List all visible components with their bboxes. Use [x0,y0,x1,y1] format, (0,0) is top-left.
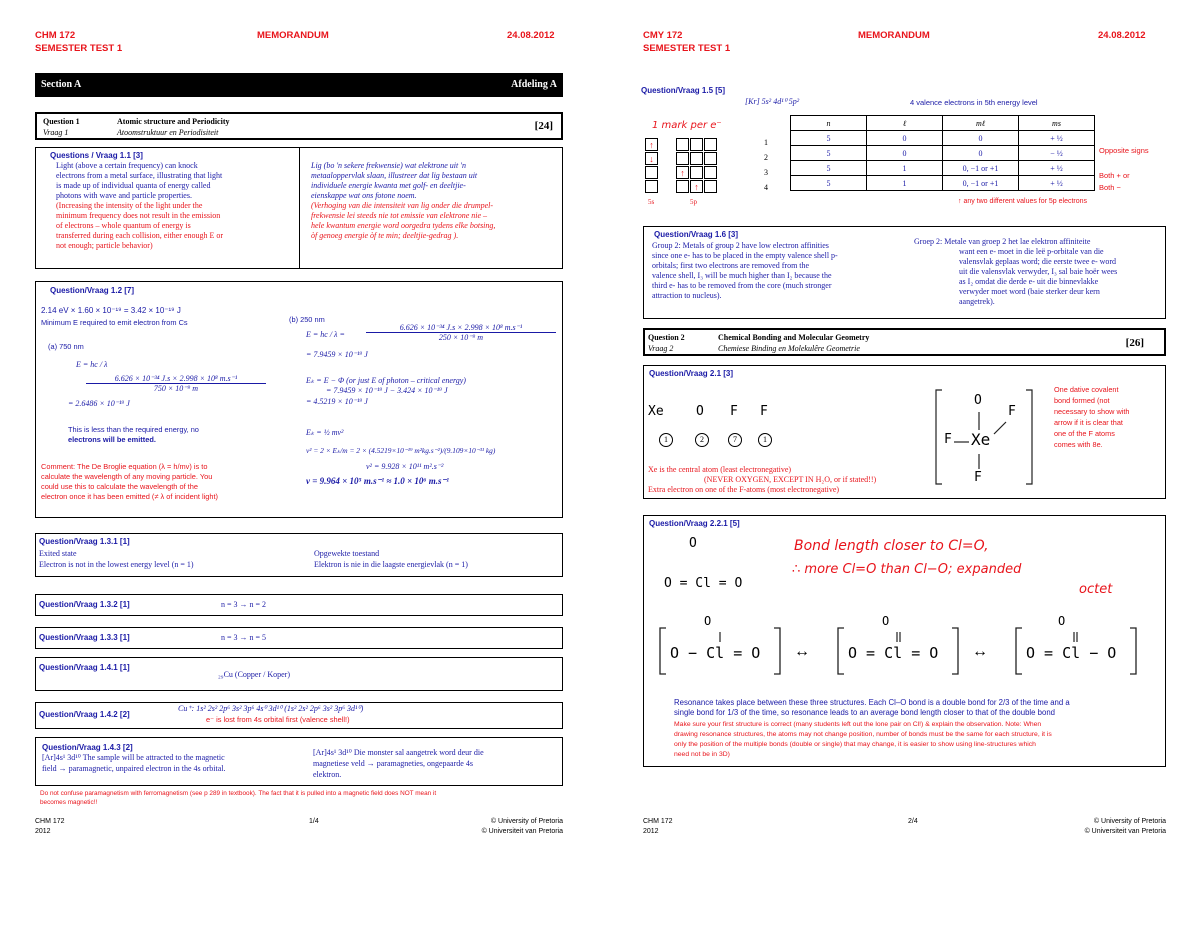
header-course: CHM 172 [35,30,76,41]
handwritten-note-2: ∴ more Cl=O than Cl−O; expanded [792,562,1022,577]
dative-note-line: bond formed (not [1054,396,1110,405]
orbital-box [676,138,689,151]
q2-1-central-atom: Xe is the central atom (least electronegative) [648,465,792,474]
q1-4-3-box [35,737,563,786]
page-2 [638,0,1168,927]
q1-3-2-answer: n = 3 → n = 2 [221,600,267,609]
q1-4-3-af3: elektron. [313,770,342,779]
q1-1-af-line: individuele energie kwanta met golf- en deeltjie- [311,181,466,190]
footer-copyright-af: © Universiteit van Pretoria [1084,828,1166,835]
lewis-atom-f-ion: F [760,404,768,419]
row-index: 1 [764,138,768,147]
cell-ms: − ½ [1019,146,1095,161]
resonance-o-top: O [1058,614,1066,628]
lewis-atom-xe: Xe [648,404,664,419]
q1-2b-numerator: 6.626 × 10⁻³⁴ J.s × 2.998 × 10⁸ m.s⁻¹ [366,323,556,333]
dative-note-line: necessary to show with [1054,407,1130,416]
count-circle: 7 [728,433,742,447]
q1-6-afrikaans [914,237,1164,307]
q2-title-af: Chemiese Binding en Molekulêre Geometrie [718,344,860,353]
q1-5-title: Question/Vraag 1.5 [5] [641,86,726,95]
structure-xenon: Xe [971,430,991,449]
footer-year: 2012 [35,828,51,835]
q1-5-mark-note: 1 mark per e⁻ [652,120,722,131]
resonance-structure-3: O = Cl − O [1026,644,1117,662]
header-course: CMY 172 [643,30,683,41]
q1-4-3-af2: magnetiese veld → paramagneties, ongepaarde 4s [313,759,473,768]
dative-note-line: One dative covalent [1054,385,1119,394]
lewis-atom-o: O [696,404,704,419]
q1-2-title: Question/Vraag 1.2 [7] [50,286,135,295]
cell-ms: + ½ [1019,161,1095,176]
q1-2b-v-squared-result: v² = 9.928 × 10¹¹ m².s⁻² [366,462,444,471]
explanation-line: Resonance takes place between these three structures. Each Cl–O bond is a double bond for 2/3 of the time and a [674,698,1070,707]
q1-5-config: [Kr] 5s² 4d¹⁰ 5p² [745,97,800,106]
cell-l: 1 [867,176,943,191]
q1-3-1-box [35,533,563,577]
q1-3-3-title: Question/Vraag 1.3.3 [1] [39,633,130,642]
q1-1-en-line: of electrons – whole quantum of energy is [56,221,191,230]
q1-1-en-line: minimum frequency does not result in the emission [56,211,221,220]
q1-4-2-config: Cu⁺: 1s² 2s² 2p⁶ 3s² 3p⁶ 4s⁰ 3d¹⁰ (1s² 2s² 2p⁶ 3s² 3p⁶ 3d¹⁰) [178,704,364,713]
header-n: n [791,116,867,131]
q1-2a-equation: E = hc / λ [76,360,108,369]
q1-1-af-line: eienskappe wat ons fotone noem. [311,191,417,200]
table-row [791,176,1095,191]
q1-6-af-line: want een e- moet in die leë p-orbitale van die [959,247,1104,256]
orbital-box [690,138,703,151]
header-date: 24.08.2012 [1098,30,1146,41]
quantum-numbers-table [790,115,1095,191]
q1-6-af-line: Groep 2: Metale van groep 2 het lae elektron affiniteite [914,237,1091,246]
dative-note-line: comes with 8e. [1054,440,1103,449]
q1-3-2-box [35,594,563,616]
dative-note-line: arrow if it is clear that [1054,418,1123,427]
q1-3-2-title: Question/Vraag 1.3.2 [1] [39,600,130,609]
orbital-box: ↓ [645,152,658,165]
q2-title: Chemical Bonding and Molecular Geometry [718,333,870,342]
lewis-oxygen-top: O [689,536,697,551]
orbital-box [676,152,689,165]
cell-n: 5 [791,131,867,146]
question-1-header [35,112,563,140]
q1-num: Question 1 [43,117,80,126]
q1-title: Atomic structure and Periodicity [117,117,230,126]
cell-ml: 0, −1 or +1 [943,176,1019,191]
q1-2b-velocity: v = 9.964 × 10⁵ m.s⁻¹ ≈ 1.0 × 10⁶ m.s⁻¹ [306,476,449,486]
handwritten-note-3: octet [1079,582,1113,597]
footer-copyright: © University of Pretoria [490,818,563,825]
q1-1-af-line: metaaloppervlak slaan, illustreer dat lig bestaan uit [311,171,478,180]
q1-1-english [56,161,296,251]
q1-4-2-box [35,702,563,729]
q1-1-en-line: photons with wave and particle properties. [56,191,192,200]
q1-6-en-line: Group 2: Metals of group 2 have low electron affinities [652,241,829,250]
q1-2-comment-line: calculate the wavelength of any moving particle. You [41,472,213,481]
footer-copyright: © University of Pretoria [1093,818,1166,825]
footer-copyright-af: © Universiteit van Pretoria [481,828,563,835]
q1-4-1-answer: ₂₉Cu (Copper / Koper) [218,670,291,679]
q1-2a-note: This is less than the required energy, no [68,425,199,434]
orbital-box: ↑ [645,138,658,151]
orbital-box [704,180,717,193]
dative-note-line: one of the F atoms [1054,429,1115,438]
q1-6-af-line: verwyder moet word (baie sterker deur kern [959,287,1100,296]
cell-ms: + ½ [1019,176,1095,191]
orbital-5s-label: 5s [648,198,655,206]
q2-2-1-explanation [674,698,1164,718]
section-a-bar [35,73,563,97]
q2-2-1-note [674,720,1164,760]
q1-num-af: Vraag 1 [43,128,69,137]
q2-1-box [643,365,1166,499]
q1-6-en-line: orbitals; first two electrons are removed from the [652,261,810,270]
q1-2-comment-line: electron once it has been emitted (≠ λ of incident light) [41,492,219,501]
q2-2-1-box [643,515,1166,767]
orbital-box [704,166,717,179]
q1-2b-equation: E = hc / λ = [306,330,345,339]
resonance-arrow: ↔ [972,643,988,660]
q1-6-af-line: as I₂ omdat die derde e- uit die binnevlakke [959,277,1099,286]
footer-page: 1/4 [309,818,319,825]
q1-6-en-line: attraction to nucleus). [652,291,722,300]
q1-2a-note-bold: electrons will be emitted. [68,435,156,444]
orbital-box [704,152,717,165]
q2-1-never-oxygen: (NEVER OXYGEN, EXCEPT IN H₂O, or if stated!!) [704,475,877,484]
structure-fluorine: F [944,432,952,447]
q1-1-af-line: frekwensie lei steeds nie tot emissie van elektrone nie – [311,211,488,220]
q1-2b-result: = 7.9459 × 10⁻¹⁹ J [306,350,368,359]
q2-1-title: Question/Vraag 2.1 [3] [649,369,734,378]
q2-num-af: Vraag 2 [648,344,674,353]
q1-4-3-af1: [Ar]4s¹ 3d¹⁰ Die monster sal aangetrek word deur die [313,748,484,757]
q2-1-extra-electron: Extra electron on one of the F-atoms (most electronegative) [648,485,840,494]
q1-2a-label: (a) 750 nm [48,342,84,351]
q1-2b-denominator: 250 × 10⁻⁹ m [438,333,484,342]
q1-1-af-line: hele kwantum energie word oorgedra tydens elke botsing, [311,221,496,230]
q2-1-dative-note [1054,384,1129,450]
q1-4-3-en2: field → paramagnetic, unpaired electron in the 4s orbital. [42,764,226,773]
q1-6-title: Question/Vraag 1.6 [3] [654,230,739,239]
q1-2-comment [41,462,281,502]
q1-title-af: Atoomstruktuur en Periodisiteit [117,128,219,137]
cell-n: 5 [791,146,867,161]
q1-2-energy: 2.14 eV × 1.60 × 10⁻¹⁹ = 3.42 × 10⁻¹⁹ J [41,306,181,315]
q2-2-1-title: Question/Vraag 2.2.1 [5] [649,519,740,528]
footer-page: 2/4 [908,818,918,825]
both-note-2: Both − [1099,183,1121,192]
q1-6-en-line: valence shell, I₃ will be much higher than I₂ because the [652,271,832,280]
header-test: SEMESTER TEST 1 [35,43,123,54]
table-row [791,161,1095,176]
page-1 [35,0,565,927]
section-a-label: Section A [41,79,82,90]
cell-l: 0 [867,131,943,146]
orbital-box [690,166,703,179]
q1-1-en-line: electrons from a metal surface, illustrating that light [56,171,223,180]
q1-2a-numerator: 6.626 × 10⁻³⁴ J.s × 2.998 × 10⁸ m.s⁻¹ [86,374,266,384]
footer-course: CHM 172 [35,818,65,825]
resonance-o-top: O [704,614,712,628]
q1-4-1-title: Question/Vraag 1.4.1 [1] [39,663,130,672]
structure-fluorine: F [974,470,982,485]
orbital-box: ↑ [690,180,703,193]
q1-4-2-title: Question/Vraag 1.4.2 [2] [39,710,130,719]
q1-3-3-answer: n = 3 → n = 5 [221,633,267,642]
q1-3-1-en2: Electron is not in the lowest energy level (n = 1) [39,560,194,569]
opposite-signs-note: Opposite signs [1099,146,1149,155]
row-index: 4 [764,183,768,192]
header-memo: MEMORANDUM [858,30,930,41]
q1-3-1-af2: Elektron is nie in die laagste energievlak (n = 1) [314,560,468,569]
q1-1-af-line: Lig (bo 'n sekere frekwensie) wat elektrone uit 'n [311,161,466,170]
q1-1-title: Questions / Vraag 1.1 [3] [50,151,143,160]
q1-2a-fraction [86,374,266,393]
orbital-box [690,152,703,165]
q1-6-af-line: valensvlak geplaas word; die eerste twee e- word [959,257,1117,266]
footer-year: 2012 [643,828,659,835]
orbital-box: ↑ [676,166,689,179]
resonance-arrow: ↔ [794,643,810,660]
count-circle: 1 [659,433,673,447]
q1-1-af-line: (Verhoging van die intensiteit van lig onder die drumpel- [311,201,494,210]
q1-4-2-note: e⁻ is lost from 4s orbital first (valence shell!) [206,715,350,724]
q1-1-en-line: not enough; particle behavior) [56,241,153,250]
q1-4-3-note [40,789,565,807]
count-circle: 1 [758,433,772,447]
q1-3-1-en1: Exited state [39,549,77,558]
q1-6-af-line: uit die valensvlak verwyder, I₃ sal baie hoër wees [959,267,1118,276]
question-2-header [643,328,1166,356]
header-ml: mℓ [943,116,1019,131]
q1-4-3-title: Question/Vraag 1.4.3 [2] [42,743,133,752]
note-line: need not be in 3D) [674,751,730,758]
table-header-row [791,116,1095,131]
q1-6-af-line: aangetrek). [959,297,995,306]
lewis-atom-f: F [730,404,738,419]
q1-1-afrikaans [311,161,561,241]
table-row [791,131,1095,146]
resonance-structure-1: O − Cl = O [670,644,761,662]
q1-2-comment-line: Comment: The De Broglie equation (λ = h/mv) is to [41,462,208,471]
q1-4-3-note-line: Do not confuse paramagnetism with ferromagnetism (see p 289 in textbook). The fact that it is pulled into a magnetic field does NOT mean it [40,790,437,797]
any-two-note: ↑ any two different values for 5p electrons [958,198,1088,205]
q1-4-3-note-line: becomes magnetic!! [40,799,98,806]
q1-6-box [643,226,1166,319]
q1-1-divider [299,148,300,268]
header-l: ℓ [867,116,943,131]
q1-2b-v-squared: v² = 2 × Eₖ/m = 2 × (4.5219×10⁻¹⁹ m²kg.s⁻²)/(9.109×10⁻³¹ kg) [306,446,496,455]
note-line: drawing resonance structures, the atoms may not change position, number of bonds must be the same for each structure, it is [674,731,1052,738]
cell-l: 1 [867,161,943,176]
q1-5-valence: 4 valence electrons in 5th energy level [910,98,1038,107]
cell-ml: 0 [943,146,1019,161]
row-index: 3 [764,168,768,177]
q1-2b-ke-formula: Eₖ = ½ mv² [306,428,344,437]
note-line: Make sure your first structure is correct (many students left out the lone pair on Cl!) & explain the observation. Note: When [674,721,1042,728]
q1-2-comment-line: could use this to calculate the wavelength of the [41,482,198,491]
header-date: 24.08.2012 [507,30,555,41]
explanation-line: single bond for 1/3 of the time, so resonance leads to an average bond length closer to that of the double bond [674,708,1056,717]
q1-1-en-line: is made up of individual quanta of energy called [56,181,211,190]
q1-3-1-title: Question/Vraag 1.3.1 [1] [39,537,130,546]
cell-n: 5 [791,176,867,191]
q1-2b-kinetic: Eₖ = E − Φ (or just E of photon – critical energy) [306,376,466,385]
q1-2b-label: (b) 250 nm [289,315,325,324]
header-ms: ms [1019,116,1095,131]
structure-fluorine: F [1008,404,1016,419]
q1-6-en-line: third e- has to be removed from the core (much stronger [652,281,832,290]
section-a-label-af: Afdeling A [511,79,557,90]
lewis-dot-structure: O = Cl = O [664,576,743,591]
header-memo: MEMORANDUM [257,30,329,41]
cell-l: 0 [867,146,943,161]
q2-num: Question 2 [648,333,685,342]
orbital-box [645,166,658,179]
q1-4-3-en1: [Ar]4s¹ 3d¹⁰ The sample will be attracted to the magnetic [42,753,225,762]
q1-1-box [35,147,563,269]
q1-4-1-box [35,657,563,691]
note-line: only the position of the multiple bonds (double or single) that may change, it is easier to show using line-structures which [674,741,1036,748]
q1-2b-fraction [366,323,556,342]
q1-6-en-line: since one e- has to be placed in the empty valence shell p- [652,251,838,260]
header-test: SEMESTER TEST 1 [643,43,731,54]
q1-1-en-line: Light (above a certain frequency) can knock [56,161,198,170]
q1-1-af-line: òf genoeg energie òf te min; deeltjie-gedrag ). [311,231,459,240]
cell-ms: + ½ [1019,131,1095,146]
q1-marks: [24] [534,120,553,132]
footer-course: CHM 172 [643,818,673,825]
q1-1-en-line: (Increasing the intensity of the light under the [56,201,203,210]
q1-2b-kinetic-3: = 4.5219 × 10⁻¹⁹ J [306,397,368,406]
orbital-box [704,138,717,151]
q1-3-3-box [35,627,563,649]
orbital-box [676,180,689,193]
table-row [791,146,1095,161]
count-circle: 2 [695,433,709,447]
q1-2b-kinetic-2: = 7.9459 × 10⁻¹⁹ J − 3.424 × 10⁻¹⁹ J [326,386,448,395]
q1-2a-denominator: 750 × 10⁻⁹ m [153,384,199,393]
q1-3-1-af1: Opgewekte toestand [314,549,380,558]
q1-2a-result: = 2.6486 × 10⁻¹⁹ J [68,399,130,408]
both-note-1: Both + or [1099,171,1130,180]
orbital-box [645,180,658,193]
q1-2-min-energy: Minimum E required to emit electron from Cs [41,318,188,327]
orbital-5p-label: 5p [690,198,697,206]
cell-ml: 0, −1 or +1 [943,161,1019,176]
q2-marks: [26] [1125,337,1144,349]
row-index: 2 [764,153,768,162]
cell-ml: 0 [943,131,1019,146]
q1-2-box [35,281,563,518]
resonance-structure-2: O = Cl = O [848,644,939,662]
q1-6-english [652,241,914,301]
handwritten-note-1: Bond length closer to Cl=O, [794,538,989,554]
resonance-o-top: O [882,614,890,628]
structure-oxygen: O [974,393,982,408]
q1-1-en-line: transferred during each collision, either enough E or [56,231,224,240]
cell-n: 5 [791,161,867,176]
